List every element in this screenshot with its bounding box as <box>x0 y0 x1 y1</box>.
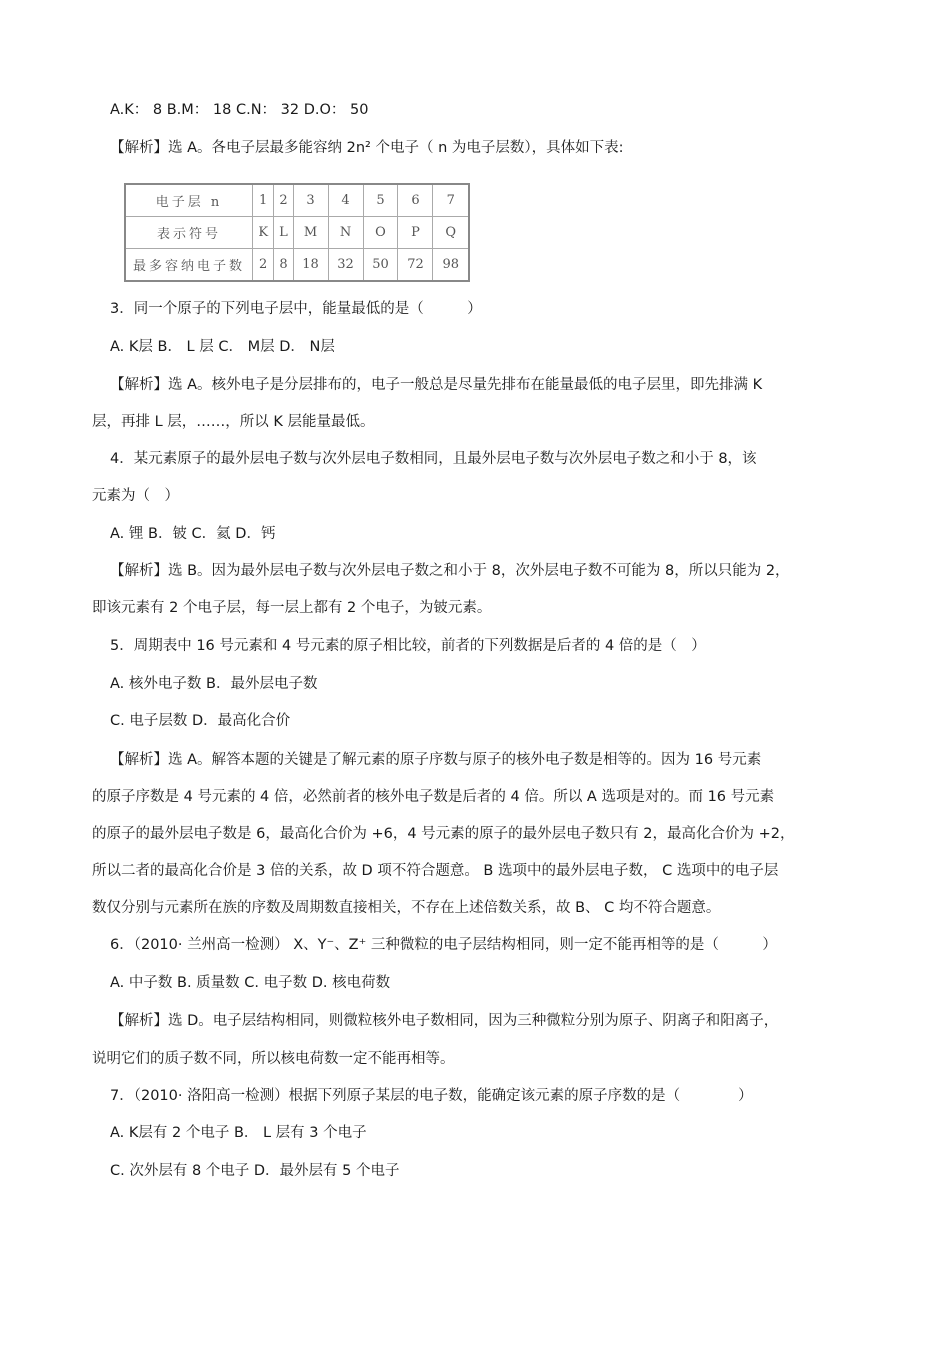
q5-stem: 5．周期表中 16 号元素和 4 号元素的原子相比较，前者的下列数据是后者的 4 倍的是（ ） <box>110 638 706 654</box>
q5-options-ab: A. 核外电子数 B．最外层电子数 <box>110 676 318 692</box>
q4-stem-cont: 元素为（ ） <box>92 488 179 504</box>
q5-analysis: 【解析】选 A。解答本题的关键是了解元素的原子序数与原子的核外电子数是相等的。因为 16 号元素 <box>110 752 762 768</box>
table-row <box>125 217 469 249</box>
q4-analysis: 【解析】选 B。因为最外层电子数与次外层电子数之和小于 8，次外层电子数不可能为 8，所以只能为 2， <box>110 563 790 579</box>
q6-analysis-cont: 说明它们的质子数不同，所以核电荷数一定不能再相等。 <box>92 1051 455 1067</box>
q6-stem: 6．（2010· 兰州高一检测） X、Y⁻、Z⁺ 三种微粒的电子层结构相同，则一定不能再相等的是（ ） <box>110 937 777 953</box>
table-cell: 50 <box>363 249 398 282</box>
table-row-header: 最多容纳电子数 <box>125 249 253 282</box>
table-cell: L <box>274 217 293 249</box>
table-cell: 2 <box>274 184 293 217</box>
q6-analysis: 【解析】选 D。电子层结构相同，则微粒核外电子数相同，因为三种微粒分别为原子、阴离子和阳离子， <box>110 1013 779 1029</box>
q7-options-cd: C. 次外层有 8 个电子 D．最外层有 5 个电子 <box>110 1163 400 1179</box>
table-cell: O <box>363 217 398 249</box>
q3-options: A. K层 B． L 层 C． M层 D． N层 <box>110 339 335 355</box>
q5-analysis-cont-1: 的原子序数是 4 号元素的 4 倍，必然前者的核外电子数是后者的 4 倍。所以 A 选项是对的。而 16 号元素 <box>92 789 775 805</box>
table-cell: 98 <box>433 249 469 282</box>
table-cell: 8 <box>274 249 293 282</box>
table-cell: 7 <box>433 184 469 217</box>
q5-analysis-cont-4: 数仅分别与元素所在族的序数及周期数直接相关，不存在上述倍数关系，故 B、 C 均不符合题意。 <box>92 900 721 916</box>
q3-analysis: 【解析】选 A。核外电子是分层排布的，电子一般总是尽量先排布在能量最低的电子层里，即先排满 K <box>110 377 763 393</box>
q2-analysis: 【解析】选 A。各电子层最多能容纳 2n² 个电子（ n 为电子层数），具体如下表: <box>110 140 624 156</box>
table-cell: M <box>293 217 328 249</box>
q7-stem: 7．（2010· 洛阳高一检测）根据下列原子某层的电子数，能确定该元素的原子序数的是（ ） <box>110 1088 753 1104</box>
table-row-header: 表示符号 <box>125 217 253 249</box>
q4-stem: 4．某元素原子的最外层电子数与次外层电子数相同，且最外层电子数与次外层电子数之和小于 8，该 <box>110 451 757 467</box>
electron-shell-table <box>124 183 470 282</box>
q5-analysis-cont-2: 的原子的最外层电子数是 6，最高化合价为 +6，4 号元素的原子的最外层电子数只有 2，最高化合价为 +2， <box>92 826 795 842</box>
q2-options: A.K： 8 B.M： 18 C.N： 32 D.O： 50 <box>110 102 369 118</box>
table-cell: 5 <box>363 184 398 217</box>
q7-options-ab: A. K层有 2 个电子 B． L 层有 3 个电子 <box>110 1125 367 1141</box>
table-row <box>125 184 469 217</box>
table-row <box>125 249 469 282</box>
table-cell: N <box>328 217 363 249</box>
table-cell: P <box>398 217 433 249</box>
table-cell: 32 <box>328 249 363 282</box>
table-row-header: 电子层 n <box>125 184 253 217</box>
q4-options: A. 锂 B．铍 C．氦 D．钙 <box>110 526 276 542</box>
q6-options: A. 中子数 B. 质量数 C. 电子数 D. 核电荷数 <box>110 975 391 991</box>
table-cell: 4 <box>328 184 363 217</box>
table-cell: 2 <box>253 249 274 282</box>
q5-analysis-cont-3: 所以二者的最高化合价是 3 倍的关系，故 D 项不符合题意。 B 选项中的最外层电子数， C 选项中的电子层 <box>92 863 779 879</box>
table-cell: 18 <box>293 249 328 282</box>
q5-options-cd: C. 电子层数 D．最高化合价 <box>110 713 291 729</box>
table-cell: 6 <box>398 184 433 217</box>
table-cell: Q <box>433 217 469 249</box>
table-cell: 72 <box>398 249 433 282</box>
q3-stem: 3．同一个原子的下列电子层中，能量最低的是（ ） <box>110 301 482 317</box>
table-cell: 3 <box>293 184 328 217</box>
q4-analysis-cont: 即该元素有 2 个电子层，每一层上都有 2 个电子，为铍元素。 <box>92 600 492 616</box>
table-cell: 1 <box>253 184 274 217</box>
table-cell: K <box>253 217 274 249</box>
q3-analysis-cont: 层，再排 L 层，……，所以 K 层能量最低。 <box>92 414 375 430</box>
